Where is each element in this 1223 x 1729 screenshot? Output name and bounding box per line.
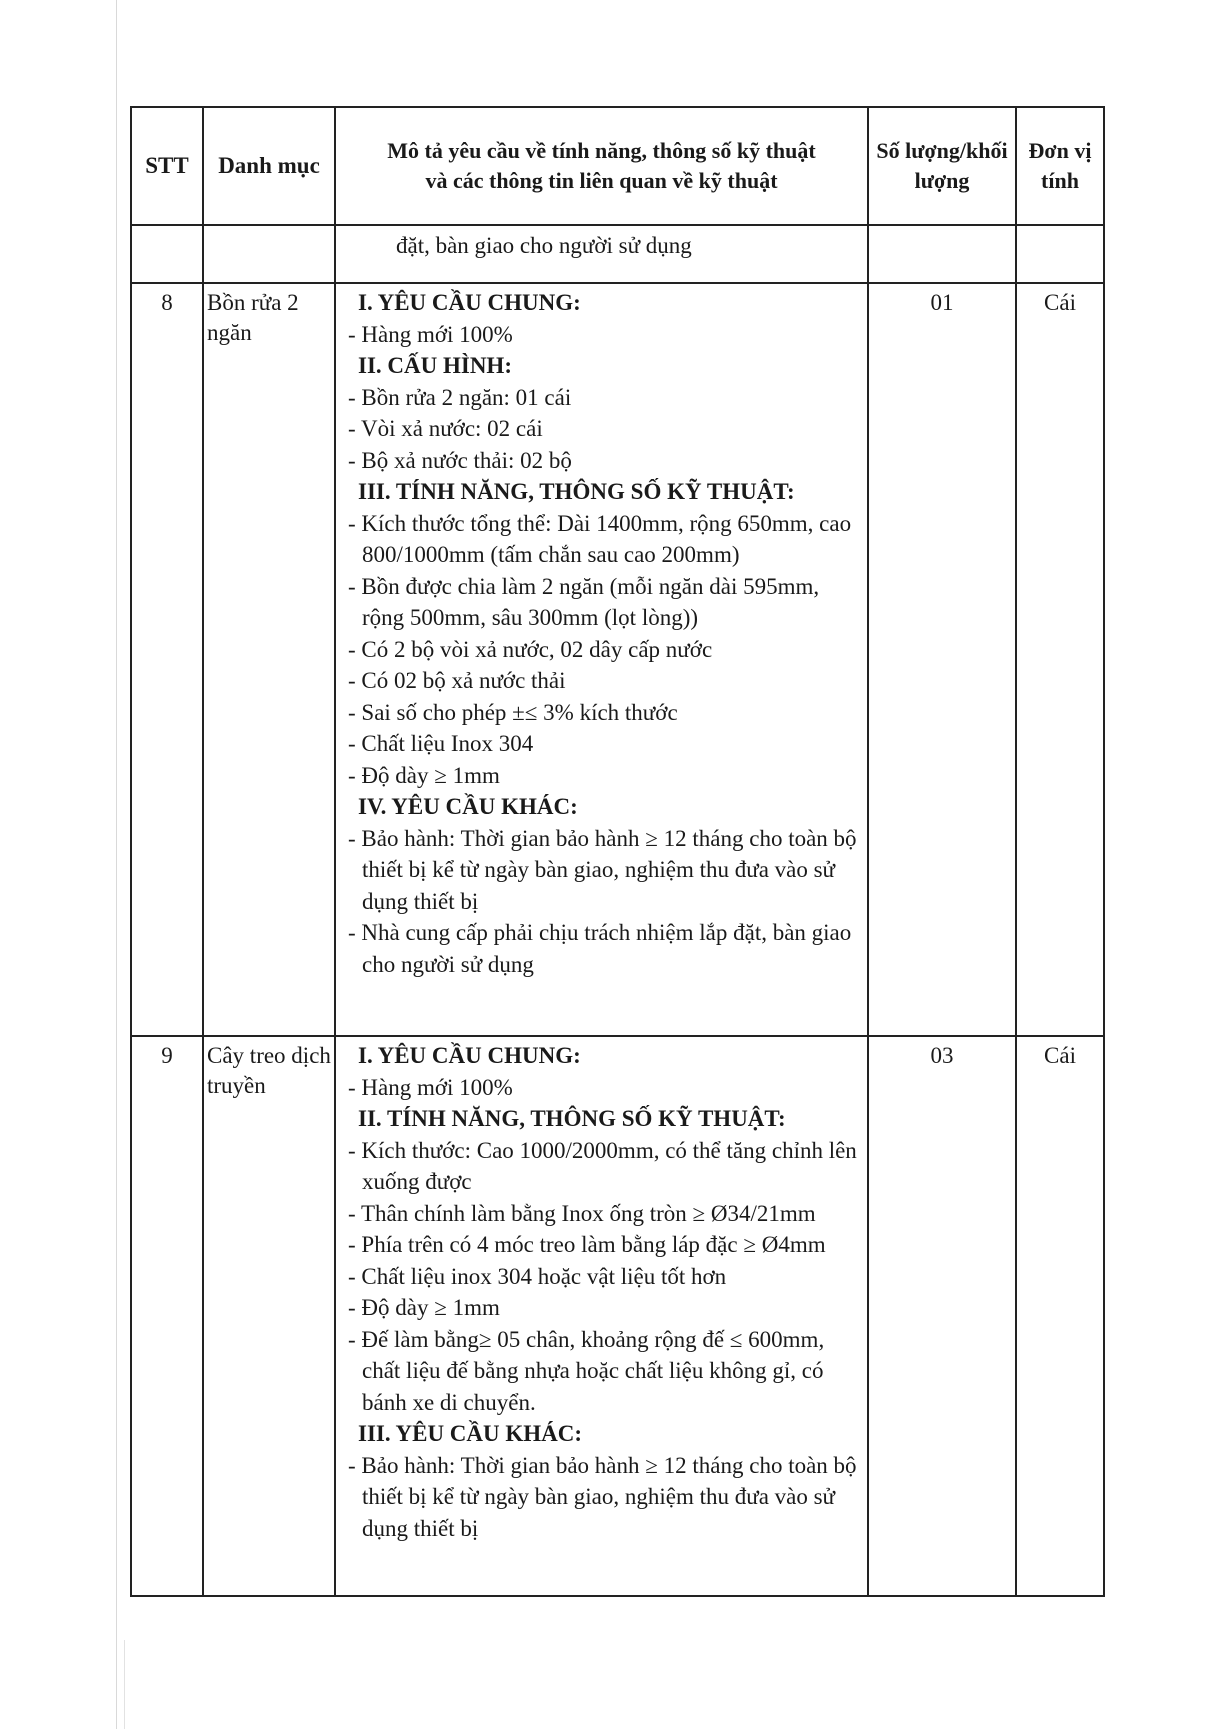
- row-category: Cây treo dịch truyền: [203, 1036, 335, 1596]
- continuation-text: đặt, bàn giao cho người sử dụng: [335, 225, 868, 283]
- cell-empty: [203, 225, 335, 283]
- spec-line: - Phía trên có 4 móc treo làm bằng láp đặc ≥ Ø4mm: [348, 1232, 826, 1257]
- header-description-line1: Mô tả yêu cầu về tính năng, thông số kỹ thuật: [387, 138, 816, 163]
- row-description: [335, 1036, 868, 1596]
- row-category: Bồn rửa 2 ngăn: [203, 283, 335, 1036]
- header-description: [335, 107, 868, 225]
- continuation-row: [131, 225, 1104, 283]
- spec-line: - Có 02 bộ xả nước thải: [348, 668, 566, 693]
- row-unit: Cái: [1016, 283, 1104, 1036]
- header-stt: STT: [131, 107, 203, 225]
- spec-line: - Chất liệu Inox 304: [348, 731, 534, 756]
- spec-line: - Bảo hành: Thời gian bảo hành ≥ 12 tháng cho toàn bộ thiết bị kể từ ngày bàn giao, nghiệm thu đưa vào sử dụng thiết bị: [348, 1452, 857, 1541]
- table-row: [131, 1036, 1104, 1596]
- header-description-line2: và các thông tin liên quan về kỹ thuật: [425, 168, 778, 193]
- spec-line: - Hàng mới 100%: [348, 1074, 513, 1100]
- header-quantity: Số lượng/khối lượng: [868, 107, 1016, 225]
- spec-line: - Có 2 bộ vòi xả nước, 02 dây cấp nước: [348, 636, 713, 662]
- row-quantity: 03: [868, 1036, 1016, 1596]
- spec-line: - Bồn được chia làm 2 ngăn (mỗi ngăn dài 595mm, rộng 500mm, sâu 300mm (lọt lòng)): [348, 573, 820, 630]
- row-stt: 8: [131, 283, 203, 1036]
- cell-empty: [868, 225, 1016, 283]
- cell-empty: [131, 225, 203, 283]
- spec-table: [130, 106, 1105, 1597]
- spec-line: - Thân chính làm bằng Inox ống tròn ≥ Ø34/21mm: [348, 1200, 816, 1226]
- spec-line: - Bảo hành: Thời gian bảo hành ≥ 12 tháng cho toàn bộ thiết bị kể từ ngày bàn giao, nghiệm thu đưa vào sử dụng thiết bị: [348, 825, 857, 914]
- table-header-row: [131, 107, 1104, 225]
- spec-line: - Sai số cho phép ±≤ 3% kích thước: [348, 699, 678, 725]
- spec-line: - Chất liệu inox 304 hoặc vật liệu tốt hơn: [348, 1263, 727, 1289]
- table-row: [131, 283, 1104, 1036]
- section-heading: II. TÍNH NĂNG, THÔNG SỐ KỸ THUẬT:: [358, 1106, 786, 1131]
- spec-line: - Đế làm bằng≥ 05 chân, khoảng rộng đế ≤ 600mm, chất liệu đế bằng nhựa hoặc chất liệu không gỉ, có bánh xe di chuyển.: [348, 1326, 825, 1415]
- section-heading: I. YÊU CẦU CHUNG:: [358, 1043, 581, 1068]
- cell-empty: [1016, 225, 1104, 283]
- header-unit: Đơn vị tính: [1016, 107, 1104, 225]
- section-heading: IV. YÊU CẦU KHÁC:: [358, 794, 578, 819]
- section-heading: III. TÍNH NĂNG, THÔNG SỐ KỸ THUẬT:: [358, 479, 795, 504]
- spec-line: - Độ dày ≥ 1mm: [348, 762, 500, 788]
- spec-line: - Bộ xả nước thải: 02 bộ: [348, 447, 572, 473]
- row-unit: Cái: [1016, 1036, 1104, 1596]
- scan-margin-line: [116, 0, 117, 1729]
- row-quantity: 01: [868, 283, 1016, 1036]
- spec-line: - Vòi xả nước: 02 cái: [348, 416, 543, 441]
- spec-line: - Kích thước: Cao 1000/2000mm, có thể tăng chỉnh lên xuống được: [348, 1137, 857, 1194]
- section-heading: II. CẤU HÌNH:: [358, 353, 512, 378]
- spec-line: - Nhà cung cấp phải chịu trách nhiệm lắp đặt, bàn giao cho người sử dụng: [348, 920, 852, 977]
- scan-margin-line: [124, 1640, 125, 1729]
- spec-line: - Hàng mới 100%: [348, 321, 513, 347]
- spec-line: - Bồn rửa 2 ngăn: 01 cái: [348, 384, 572, 410]
- spec-line: - Độ dày ≥ 1mm: [348, 1295, 500, 1320]
- header-category: Danh mục: [203, 107, 335, 225]
- row-description: [335, 283, 868, 1036]
- row-stt: 9: [131, 1036, 203, 1596]
- spec-line: - Kích thước tổng thể: Dài 1400mm, rộng 650mm, cao 800/1000mm (tấm chắn sau cao 200mm): [348, 510, 852, 567]
- section-heading: III. YÊU CẦU KHÁC:: [358, 1421, 583, 1446]
- section-heading: I. YÊU CẦU CHUNG:: [358, 290, 581, 315]
